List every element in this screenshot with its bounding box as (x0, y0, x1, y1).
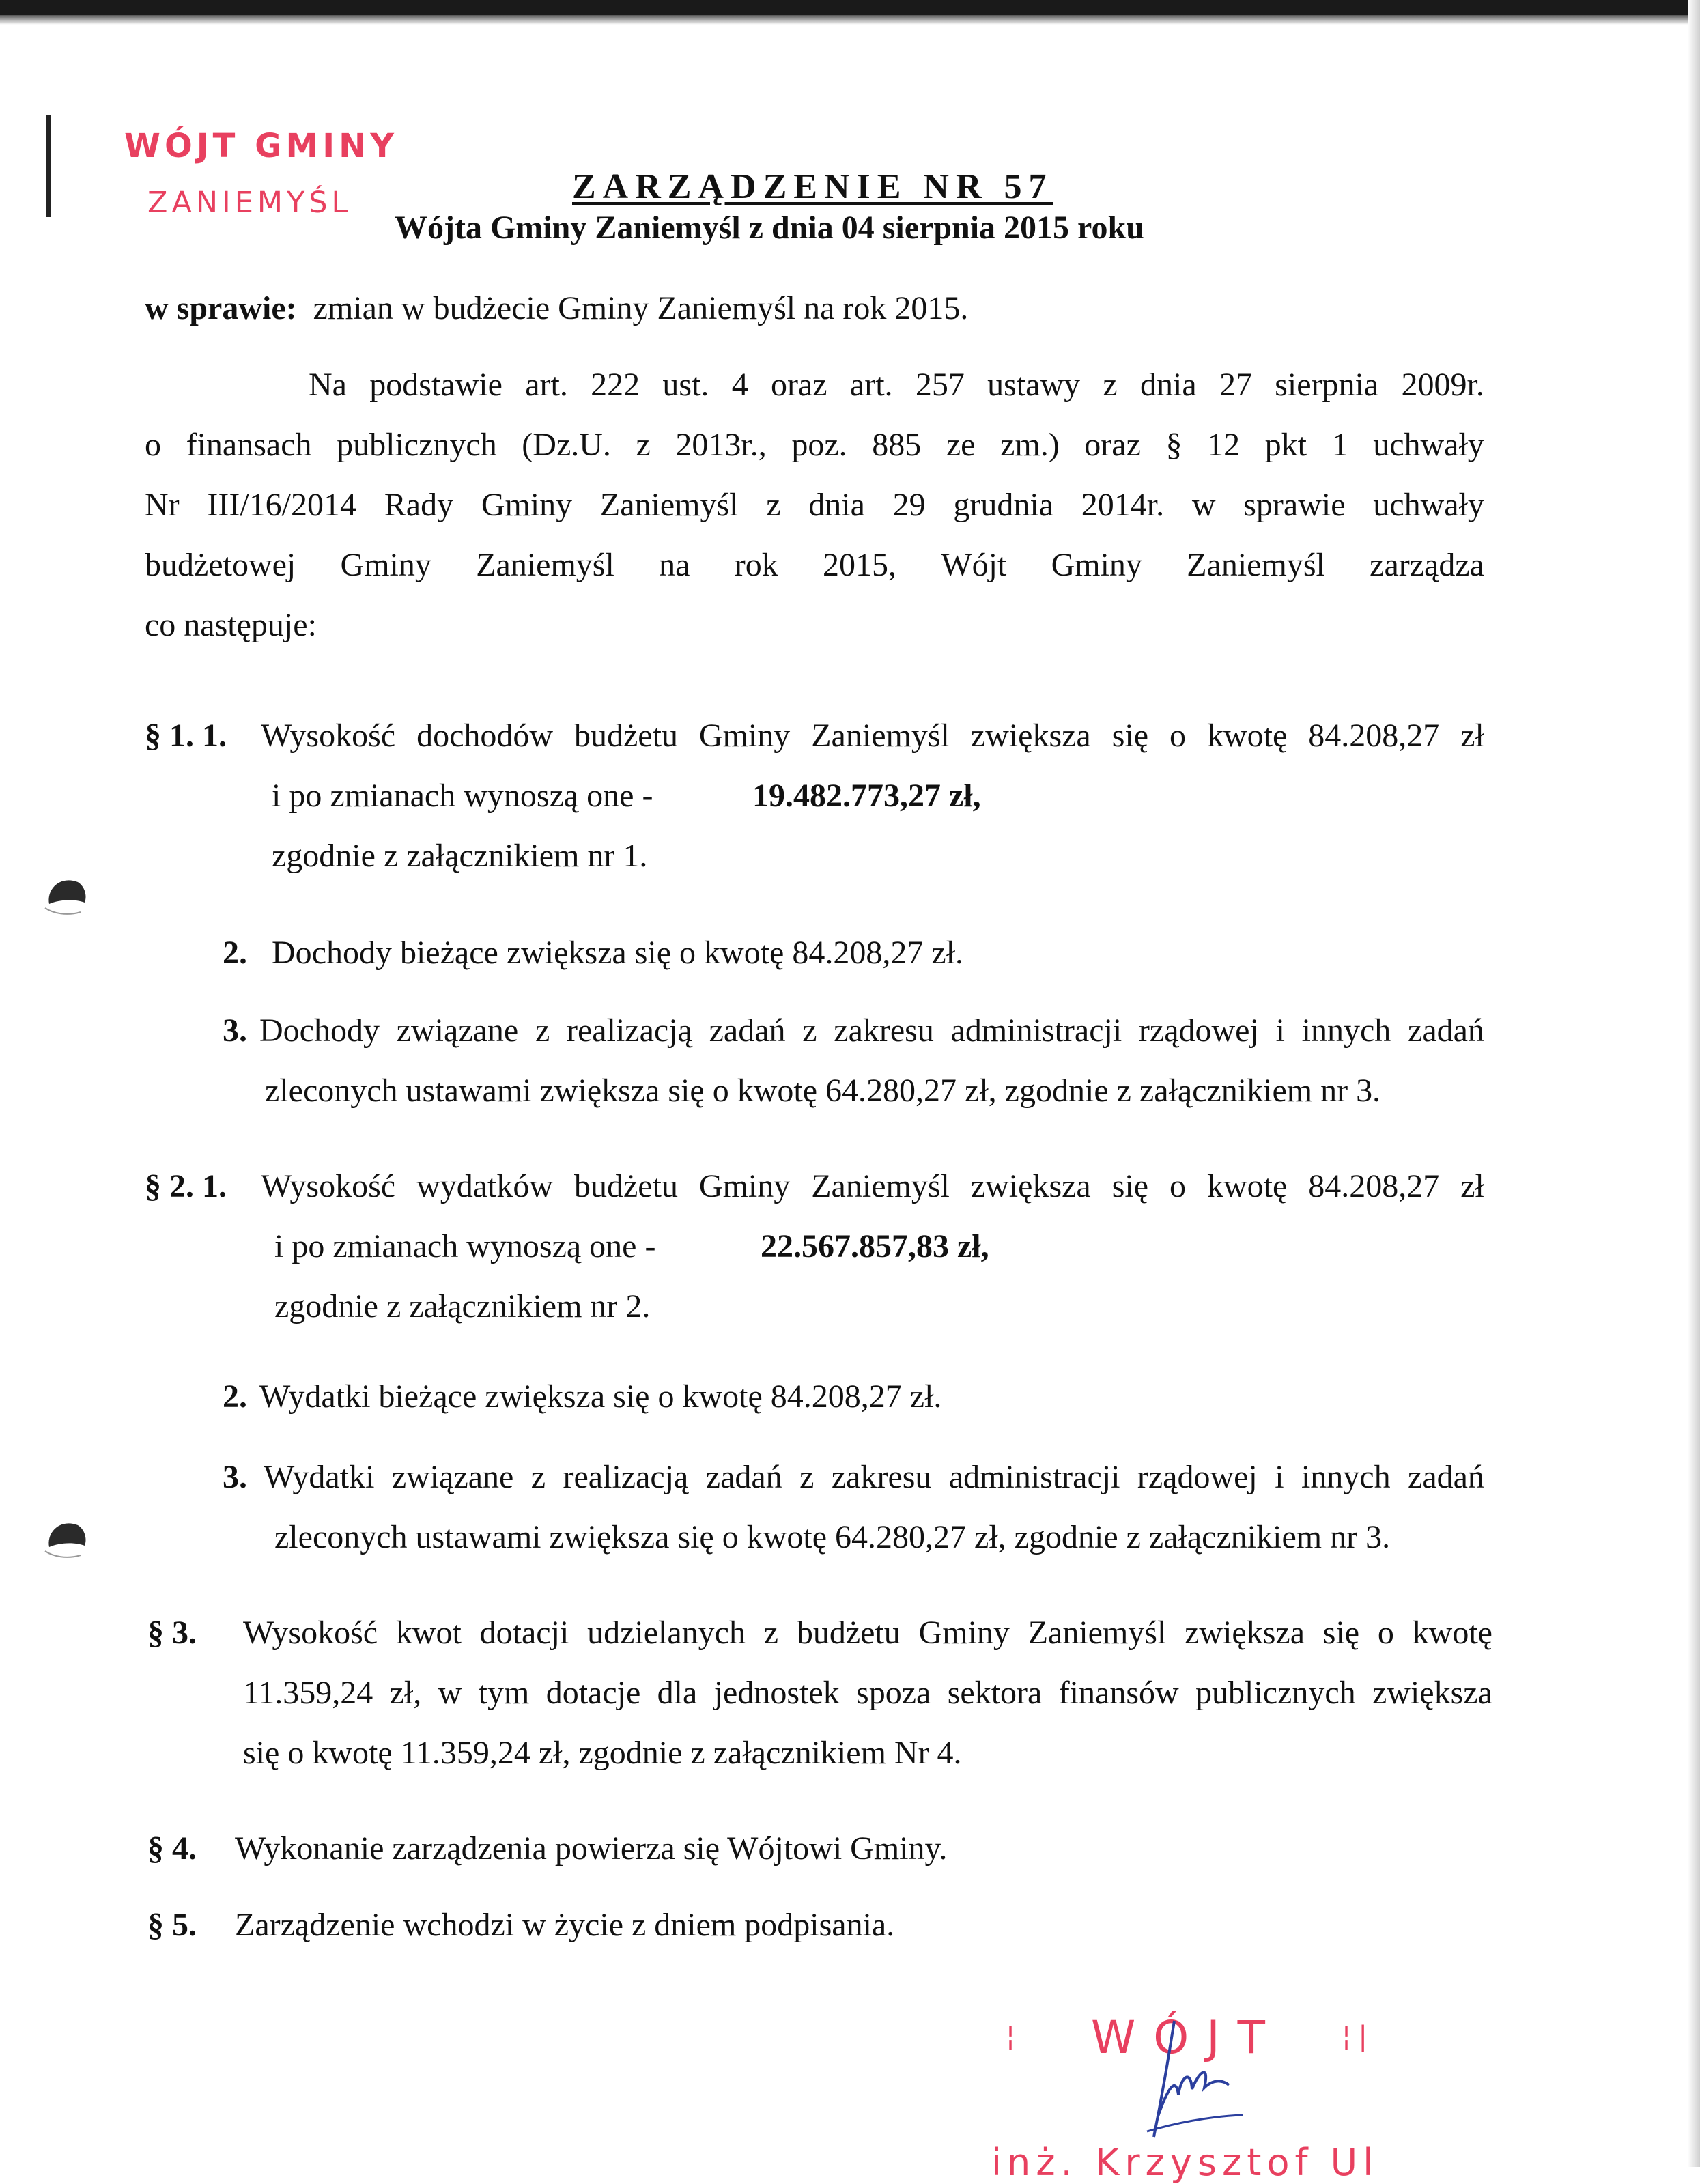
section-mark: § 4. (147, 1830, 197, 1867)
word: dotacji (479, 1615, 569, 1651)
word: 885 (872, 427, 922, 463)
word: finansach (186, 427, 312, 463)
section-line (243, 1617, 1492, 1649)
word: zł, (389, 1675, 422, 1711)
word: o (1170, 1168, 1186, 1204)
word: Gminy (918, 1615, 1010, 1651)
word: Na (309, 367, 347, 403)
word: związane (396, 1012, 519, 1049)
office-stamp-line2: ZANIEMYŚL (147, 186, 352, 220)
word: ustawy (987, 367, 1081, 403)
subject-text: zmian w budżecie Gminy Zaniemyśl na rok 2015. (313, 290, 969, 326)
word: art. (849, 367, 893, 403)
word: ze (946, 427, 976, 463)
word: udzielanych (587, 1615, 746, 1651)
word: 27 (1219, 367, 1252, 403)
word: Dochody (259, 1012, 380, 1049)
scan-top-shadow (0, 15, 1700, 25)
word: finansów (1058, 1675, 1179, 1711)
word: § (1165, 427, 1182, 463)
point-text: Dochody bieżące zwiększa się o kwotę 84.208,27 zł. (272, 935, 963, 971)
margin-mark (46, 115, 51, 217)
point-number: 2. (223, 1378, 247, 1415)
preamble-line (145, 549, 1484, 582)
word: zwiększa (1372, 1675, 1492, 1711)
word: innych (1301, 1012, 1391, 1049)
word: Gminy (698, 718, 791, 754)
word: Wysokość (261, 718, 396, 754)
expenditure-total-amount: 22.567.857,83 zł, (761, 1228, 989, 1264)
word: rok (734, 547, 778, 583)
word: oraz (1084, 427, 1141, 463)
word: pkt (1264, 427, 1307, 463)
subject-line (145, 292, 968, 325)
word: zarządza (1370, 547, 1484, 583)
punch-hole-icon (40, 1512, 94, 1566)
word: 12 (1207, 427, 1241, 463)
word: z (766, 487, 781, 523)
word: Gminy (340, 547, 431, 583)
word: zł (1460, 718, 1484, 754)
word: ust. (662, 367, 709, 403)
word: Wójt (941, 547, 1007, 583)
word: z (799, 1459, 814, 1495)
section-mark: § 3. (147, 1615, 197, 1651)
word: Wydatki (264, 1459, 375, 1495)
word: Gminy (481, 487, 573, 523)
word: sprawie (1243, 487, 1346, 523)
stamp-frame-mark: ¦ (1002, 2021, 1019, 2052)
signatory-name: inż. Krzysztof Ul (991, 2141, 1379, 2184)
preamble-line (145, 489, 1484, 522)
word: podstawie (369, 367, 502, 403)
word: poz. (791, 427, 847, 463)
word: 2015, (823, 547, 896, 583)
office-stamp-line1: WÓJT GMINY (124, 127, 399, 165)
preamble-line: co następuje: (145, 607, 317, 643)
word: dnia (1140, 367, 1197, 403)
word: publicznych (337, 427, 497, 463)
word: kwot (395, 1615, 462, 1651)
word: i (1275, 1012, 1285, 1049)
word: zm.) (1000, 427, 1060, 463)
word: 84.208,27 (1308, 718, 1440, 754)
section-line: i po zmianach wynoszą one - (274, 1228, 656, 1264)
word: zadań (709, 1012, 786, 1049)
word: jednostek (713, 1675, 840, 1711)
word: dochodów (416, 718, 554, 754)
word: tym (478, 1675, 530, 1711)
document-title: ZARZĄDZENIE NR 57 (572, 167, 1053, 206)
section-mark: § 2. 1. (145, 1168, 227, 1204)
word: zwiększa (1185, 1615, 1305, 1651)
word: kwotę (1206, 718, 1288, 754)
word: dnia (808, 487, 865, 523)
word: związane (391, 1459, 514, 1495)
preamble-line (145, 429, 1484, 462)
word: administracji (948, 1459, 1120, 1495)
word: z (535, 1012, 550, 1049)
word: kwotę (1412, 1615, 1492, 1651)
section-line (243, 1677, 1492, 1710)
word: o (1377, 1615, 1394, 1651)
word: sierpnia (1275, 367, 1379, 403)
word: zakresu (831, 1459, 932, 1495)
word: art. (525, 367, 568, 403)
point-number: 2. (223, 935, 247, 971)
word: rządowej (1138, 1012, 1259, 1049)
word: zakresu (834, 1012, 934, 1049)
word: 1 (1331, 427, 1348, 463)
income-total-amount: 19.482.773,27 zł, (752, 778, 981, 814)
signature-stamp: WÓJT (1091, 2011, 1283, 2064)
word: administracji (950, 1012, 1122, 1049)
word: uchwały (1373, 487, 1484, 523)
point-number: 3. (223, 1012, 247, 1049)
word: uchwały (1373, 427, 1484, 463)
handwritten-signature-icon (1133, 2014, 1256, 2144)
word: się (1111, 718, 1149, 754)
word: w (438, 1675, 462, 1711)
word: oraz (771, 367, 827, 403)
scan-top-edge (0, 0, 1700, 15)
word: Zaniemyśl (811, 718, 950, 754)
word: z (802, 1012, 817, 1049)
section-line: i po zmianach wynoszą one - (272, 778, 653, 814)
word: Zaniemyśl (1187, 547, 1325, 583)
point-text: zleconych ustawami zwiększa się o kwotę 64.280,27 zł, zgodnie z załącznikiem nr 3. (274, 1519, 1391, 1555)
word: o (1170, 718, 1186, 754)
word: 29 (892, 487, 926, 523)
section-line: zgodnie z załącznikiem nr 2. (274, 1288, 651, 1324)
word: 11.359,24 (243, 1675, 373, 1711)
word: zwiększa (970, 1168, 1091, 1204)
word: zł (1460, 1168, 1484, 1204)
word: 2009r. (1401, 367, 1484, 403)
word: spoza (856, 1675, 931, 1711)
word: rządowej (1137, 1459, 1258, 1495)
section-line: zgodnie z załącznikiem nr 1. (272, 838, 648, 874)
word: grudnia (953, 487, 1054, 523)
document-subtitle: Wójta Gminy Zaniemyśl z dnia 04 sierpnia 2015 roku (395, 210, 1144, 246)
scan-right-edge (1688, 0, 1700, 2167)
word: się (1111, 1168, 1149, 1204)
word: zadań (1408, 1459, 1484, 1495)
word: się (1322, 1615, 1360, 1651)
word: Rady (384, 487, 454, 523)
point-text (259, 1012, 1484, 1049)
word: dla (657, 1675, 698, 1711)
word: Zaniemyśl (1028, 1615, 1167, 1651)
word: z (530, 1459, 546, 1495)
word: realizacją (563, 1459, 689, 1495)
word: 2014r. (1081, 487, 1165, 523)
word: III/16/2014 (207, 487, 357, 523)
word: na (659, 547, 690, 583)
word: z (636, 427, 651, 463)
word: budżetu (574, 1168, 678, 1204)
section-line (261, 720, 1484, 752)
word: o (145, 427, 161, 463)
word: Gminy (698, 1168, 791, 1204)
word: innych (1301, 1459, 1391, 1495)
word: Wysokość (243, 1615, 378, 1651)
word: z (763, 1615, 779, 1651)
word: zadań (1408, 1012, 1484, 1049)
word: dotacje (546, 1675, 641, 1711)
word: budżetu (574, 718, 678, 754)
point-text: zleconych ustawami zwiększa się o kwotę 64.280,27 zł, zgodnie z załącznikiem nr 3. (265, 1073, 1381, 1109)
section-line: się o kwotę 11.359,24 zł, zgodnie z załącznikiem Nr 4. (243, 1735, 962, 1771)
section-line (261, 1170, 1484, 1203)
section-mark: § 1. 1. (145, 718, 227, 754)
subject-label: w sprawie: (145, 290, 297, 326)
word: Zaniemyśl (599, 487, 739, 523)
word: 222 (591, 367, 640, 403)
point-text: Wydatki bieżące zwiększa się o kwotę 84.208,27 zł. (259, 1378, 942, 1415)
word: budżetu (796, 1615, 901, 1651)
stamp-frame-mark: ¦| (1338, 2021, 1372, 2052)
word: wydatków (416, 1168, 554, 1204)
word: (Dz.U. (522, 427, 611, 463)
word: 4 (731, 367, 748, 403)
word: i (1275, 1459, 1284, 1495)
word: realizacją (567, 1012, 692, 1049)
word: Zaniemyśl (476, 547, 614, 583)
word: kwotę (1206, 1168, 1288, 1204)
word: Wysokość (261, 1168, 396, 1204)
word: Nr (145, 487, 180, 523)
word: Zaniemyśl (811, 1168, 950, 1204)
section-mark: § 5. (147, 1907, 197, 1943)
section-text: Zarządzenie wchodzi w życie z dniem podpisania. (235, 1907, 895, 1943)
point-text (264, 1461, 1484, 1494)
word: 2013r., (675, 427, 767, 463)
word: zwiększa (970, 718, 1091, 754)
word: w (1191, 487, 1216, 523)
word: Gminy (1051, 547, 1142, 583)
section-text: Wykonanie zarządzenia powierza się Wójtowi Gminy. (235, 1830, 948, 1867)
point-number: 3. (223, 1459, 247, 1495)
word: 84.208,27 (1308, 1168, 1440, 1204)
word: 257 (915, 367, 965, 403)
punch-hole-icon (40, 868, 94, 923)
word: publicznych (1195, 1675, 1356, 1711)
word: sektora (947, 1675, 1043, 1711)
preamble-line (309, 369, 1484, 401)
word: budżetowej (145, 547, 296, 583)
word: z (1103, 367, 1118, 403)
word: zadań (705, 1459, 782, 1495)
